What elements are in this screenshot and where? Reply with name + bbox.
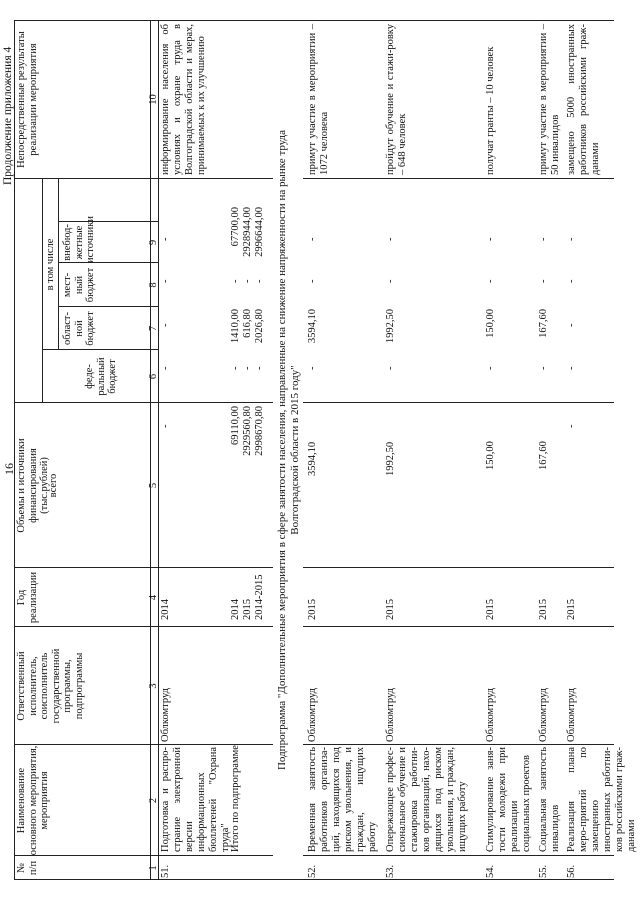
row-53-result: пройдут обучение и стажи-ровку – 648 человек [385,24,408,175]
row-54-name: Стимулирование заня-тости молодежи при реализации социальных проектов [485,747,532,852]
results-table [14,20,637,880]
header-local: мест- ный бюджет [62,267,96,303]
row-53-local: - [385,279,396,283]
row-54-result: получат гранты – 10 человек [485,46,496,175]
row-51-extra: - [160,237,171,241]
row-52-federal: - [307,366,318,370]
subtotal-total: 2929560,80 [242,406,253,456]
row-53-year: 2015 [385,599,396,620]
row-51-local: - [160,279,171,283]
row-52-regional: 3594,10 [307,309,318,344]
row-56-result: замещено 5000 иностранных работников российскими граж-данами [566,24,601,175]
row-55-num: 55. [538,864,549,878]
row-52-local: - [307,279,318,283]
row-51-federal: - [160,366,171,370]
subtotal-federal: - [230,366,241,370]
subtotal-total: 69110,00 [230,406,241,445]
header-results: Непосредственные результаты реализации мероприятия [16,31,39,168]
subtotal-year: 2015 [242,599,253,620]
subtotal-federal: - [254,366,265,370]
row-55-extra: - [538,237,549,241]
row-54-total: 150,00 [485,441,496,470]
subprogram-title: Подпрограмма "Дополнительные мероприятия в сфере занятости населения, направленные на снижение напряженности на рынке труда Волгоградской области в 2015 году" [276,129,301,771]
row-53-total: 1992,50 [385,441,396,476]
row-52-name: Временная занятость работников организа-ций, находящихся под риском увольнения, и граждан, ищущих работу [307,747,378,852]
header-funding-group: Объемы и источники финансирования (тыс.рублей) [16,438,50,533]
row-54-executor: Облкомтруд [485,688,496,742]
subtotal-extra: 2928944,00 [242,207,253,257]
row-56-executor: Облкомтруд [566,688,577,742]
subtotal-label: Итого по подпрограмме [230,745,241,852]
row-53-num: 53. [385,864,396,878]
row-52-extra: - [307,237,318,241]
row-54-federal: - [485,366,496,370]
row-52-total: 3594,10 [307,441,318,476]
header-year: Год реализации [16,571,39,624]
col-number: 10 [148,94,159,105]
header-regional: област- ной бюджет [62,311,96,346]
subtotal-regional: 1410,00 [230,309,241,344]
subtotal-local: - [254,279,265,283]
subtotal-year: 2014 [230,599,241,620]
row-53-federal: - [385,366,396,370]
col-number: 1 [148,865,159,871]
row-55-executor: Облкомтруд [538,688,549,742]
row-56-total: - [566,424,577,428]
col-number: 6 [148,373,159,380]
subtotal-local: - [230,279,241,283]
col-number: 9 [148,239,159,246]
col-number: 7 [148,325,159,332]
header-num: № п/п [16,860,39,876]
row-55-name: Социальная занятость инвалидов [538,747,561,852]
row-54-local: - [485,279,496,283]
row-52-year: 2015 [307,599,318,620]
row-55-result: примут участие в мероприятии – 50 инвалидов [538,24,561,175]
header-in-that: в том числе [45,238,56,291]
subtotal-regional: 616,80 [242,309,253,338]
col-number: 3 [148,683,159,689]
header-extrabudget: внебюд- жетные источники [62,216,96,263]
row-54-num: 54. [485,864,496,878]
subtotal-total: 2998670,80 [254,406,265,456]
row-51-total: - [160,424,171,428]
row-52-result: примут участие в мероприятии – 1072 человека [307,24,330,175]
header-federal: феде- ральный бюджет [84,357,118,396]
subtotal-local: - [242,279,253,283]
col-number: 4 [148,594,159,601]
row-56-local: - [566,279,577,283]
row-51-result: информирование населения об условиях и охране труда в Волгоградской области и мерах, принимаемых к их улучшению [160,24,207,175]
row-52-num: 52. [307,864,318,878]
row-54-year: 2015 [485,599,496,620]
col-number: 8 [148,282,159,288]
row-53-extra: - [385,237,396,241]
row-55-total: 167,60 [538,441,549,470]
appendix-note: Продолжение приложения 4 [2,46,14,185]
row-51-name: Подготовка и распро-страние электронной версии информационных бюллетеней "Охрана труда" [160,747,231,852]
row-53-regional: 1992,50 [385,309,396,344]
subtotal-federal: - [242,366,253,370]
col-number: 2 [148,797,159,804]
subtotal-extra: 2996644,00 [254,207,265,257]
row-55-regional: 167,60 [538,309,549,338]
page-number: 16 [2,463,16,475]
header-executor: Ответственный исполнитель, соисполнитель государственной программы, подпрограммы [16,648,85,724]
header-name: Наименование основного мероприятия, мероприятия [16,745,50,856]
row-51-executor: Облкомтруд [160,688,171,742]
row-56-extra: - [566,237,577,241]
row-54-extra: - [485,237,496,241]
col-number: 5 [148,482,159,489]
subtotal-year: 2014-2015 [254,574,265,620]
row-56-year: 2015 [566,599,577,620]
row-56-regional: - [566,323,577,327]
row-53-name: Опережающее профес-сиональное обучение и стажировка работни-ков организаций, нахо-дящихся под риском увольнения, и граждан, ищущих работу [385,747,468,852]
row-54-regional: 150,00 [485,309,496,338]
row-56-name: Реализация плана меро-приятий по замещению иностранных работни-ков российскими граж-данами [566,747,637,852]
row-56-num: 56. [566,864,577,878]
header-total: всего [48,473,59,498]
row-56-federal: - [566,366,577,370]
row-55-federal: - [538,366,549,370]
subtotal-extra: 67700,00 [230,207,241,247]
row-55-local: - [538,279,549,283]
row-51-regional: - [160,323,171,327]
row-55-year: 2015 [538,599,549,620]
subtotal-regional: 2026,80 [254,309,265,344]
row-51-num: 51. [160,864,171,878]
row-53-executor: Облкомтруд [385,688,396,742]
row-51-year: 2014 [160,599,171,620]
row-52-executor: Облкомтруд [307,688,318,742]
